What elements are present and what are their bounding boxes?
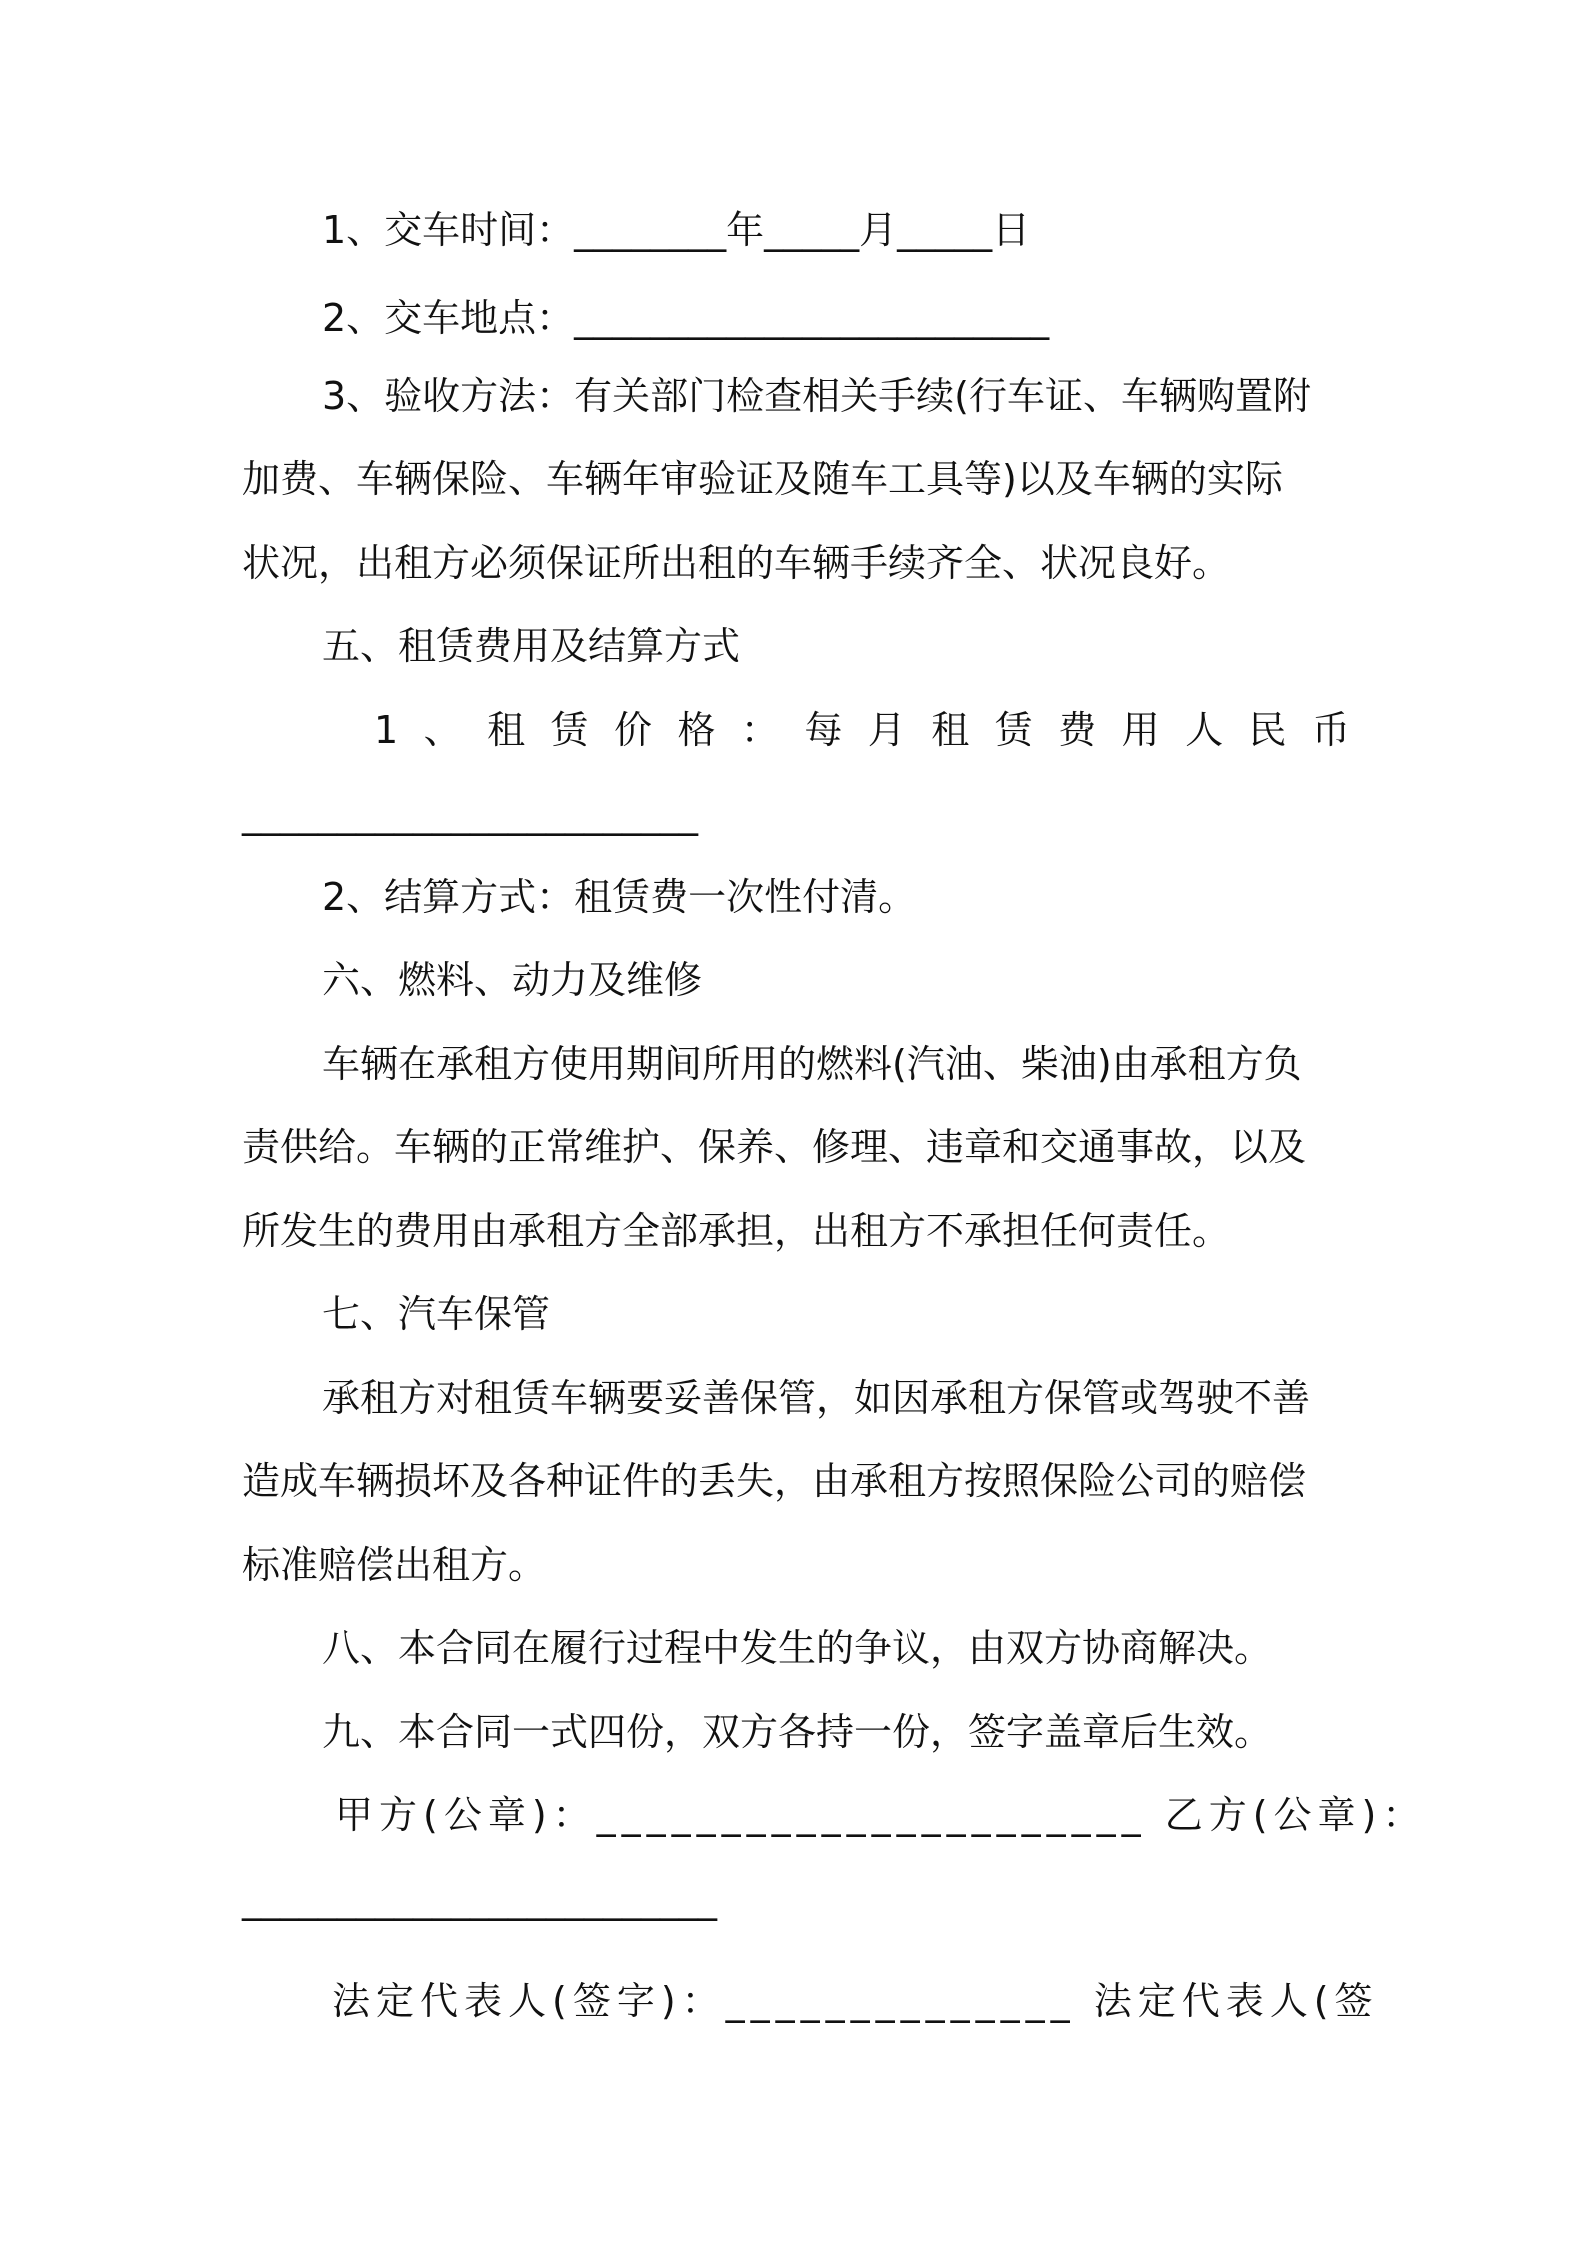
legal-representative-line: 法定代表人(签字)：______________ 法定代表人(签 (332, 1979, 1379, 2023)
acceptance-method-line-3: 状况，出租方必须保证所出租的车辆手续齐全、状况良好。 (242, 541, 1231, 585)
custody-clause-line-2: 造成车辆损坏及各种证件的丢失，由承租方按照保险公司的赔偿 (242, 1459, 1307, 1503)
fuel-clause-line-1: 车辆在承租方使用期间所用的燃料(汽油、柴油)由承租方负 (322, 1042, 1302, 1086)
party-seal-line: 甲方(公章)：______________________ 乙方(公章)： (335, 1793, 1427, 1837)
section-five-heading: 五、租赁费用及结算方式 (322, 624, 741, 668)
acceptance-method-line-1: 3、验收方法：有关部门检查相关手续(行车证、车辆购置附 (322, 374, 1312, 418)
fuel-clause-line-2: 责供给。车辆的正常维护、保养、修理、违章和交通事故，以及 (242, 1125, 1307, 1169)
rental-price-blank: ________________________ (242, 792, 698, 836)
party-b-seal-blank: _________________________ (242, 1877, 717, 1921)
delivery-time-line: 1、交车时间：________年_____月_____日 (322, 208, 1031, 252)
section-eight-clause: 八、本合同在履行过程中发生的争议，由双方协商解决。 (322, 1626, 1273, 1670)
fuel-clause-line-3: 所发生的费用由承租方全部承担，出租方不承担任何责任。 (242, 1209, 1231, 1253)
section-seven-heading: 七、汽车保管 (322, 1292, 551, 1336)
section-six-heading: 六、燃料、动力及维修 (322, 958, 703, 1002)
custody-clause-line-3: 标准赔偿出租方。 (242, 1543, 547, 1587)
rental-price-line: 1、租赁价格：每月租赁费用人民币 (374, 708, 1352, 752)
delivery-location-line: 2、交车地点：_________________________ (322, 296, 1050, 340)
acceptance-method-line-2: 加费、车辆保险、车辆年审验证及随车工具等)以及车辆的实际 (242, 457, 1283, 501)
settlement-method-line: 2、结算方式：租赁费一次性付清。 (322, 875, 917, 919)
section-nine-clause: 九、本合同一式四份，双方各持一份，签字盖章后生效。 (322, 1710, 1273, 1754)
custody-clause-line-1: 承租方对租赁车辆要妥善保管，如因承租方保管或驾驶不善 (322, 1376, 1311, 1420)
